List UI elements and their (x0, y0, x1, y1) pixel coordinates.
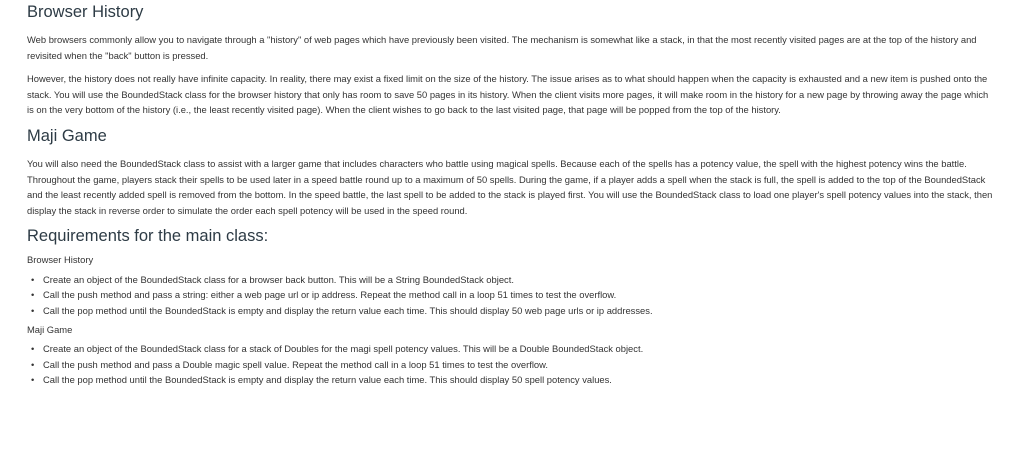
maji-game-heading: Maji Game (27, 126, 107, 145)
maji-requirements-list (27, 341, 997, 387)
list-item (31, 372, 997, 387)
list-item-text: Create an object of the BoundedStack class for a browser back button. This will be a String BoundedStack object. (43, 273, 514, 285)
list-item (31, 357, 997, 372)
list-item-text: Call the pop method until the BoundedStack is empty and display the return value each time. This should display 50 spell potency values. (43, 374, 612, 386)
list-item-text: Create an object of the BoundedStack class for a stack of Doubles for the magi spell potency values. This will be a Double BoundedStack object. (43, 343, 644, 355)
bullet-icon: • (31, 273, 35, 285)
bullet-icon: • (31, 304, 35, 316)
requirements-heading: Requirements for the main class: (27, 227, 269, 246)
list-item-text: Call the push method and pass a string: either a web page url or ip address. Repeat the method call in a loop 51 times to test the overflow. (43, 289, 617, 301)
list-item (31, 303, 997, 318)
requirements-maji-label: Maji Game (27, 323, 73, 335)
bullet-icon: • (31, 343, 35, 355)
list-item (31, 341, 997, 356)
list-item-text: Call the pop method until the BoundedStack is empty and display the return value each time. This should display 50 web page urls or ip addresses. (43, 304, 653, 316)
list-item (31, 287, 997, 302)
bullet-icon: • (31, 358, 35, 370)
bullet-icon: • (31, 289, 35, 301)
browser-history-paragraph-2: However, the history does not really have infinite capacity. In reality, there may exist a fixed limit on the size of the history. The issue arises as to what should happen when the capacity is exhausted and a new item is pushed onto the stack. You will use the BoundedStack class for the browser history that only has room to save 50 pages in its history. When the client visits more pages, it will make room in the history for a new page by throwing away the page which is on the very bottom of the history (i.e., the least recently visited page). When the client wishes to go back to the last visited page, that page will be popped from the top of the history. (27, 73, 989, 116)
bullet-icon: • (31, 374, 35, 386)
browser-requirements-list (27, 272, 997, 318)
list-item-text: Call the push method and pass a Double magic spell value. Repeat the method call in a loop 51 times to test the overflow. (43, 358, 548, 370)
list-item (31, 272, 997, 287)
browser-history-heading: Browser History (27, 3, 144, 21)
requirements-browser-label: Browser History (27, 254, 94, 266)
browser-history-paragraph-1: Web browsers commonly allow you to navigate through a "history" of web pages which have previously been visited. The mechanism is somewhat like a stack, in that the most recently visited pages are at the top of the history and revisited when the "back" button is pressed. (27, 34, 977, 61)
maji-game-paragraph: You will also need the BoundedStack class to assist with a larger game that includes characters who battle using magical spells. Because each of the spells has a potency value, the spell with the highest potency wins the battle. Throughout the game, players stack their spells to be used later in a speed battle round up to a maximum of 50 spells. During the game, if a player adds a spell when the stack is full, the spell is added to the top of the BoundedStack and the least recently added spell is removed from the bottom. In the speed battle, the last spell to be added to the stack is played first. You will use the BoundedStack class to load one player's spell potency values into the stack, then display the stack in reverse order to simulate the order each spell potency will be used in the speed round. (27, 157, 993, 216)
